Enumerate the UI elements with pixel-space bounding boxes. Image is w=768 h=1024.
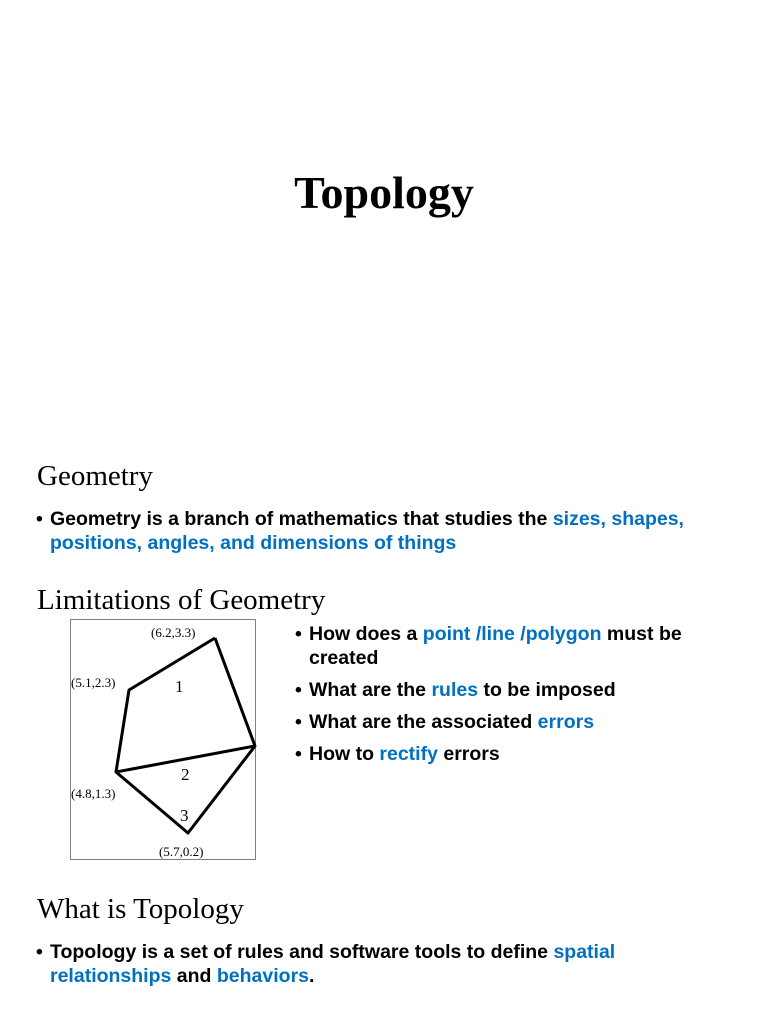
vertex-label: (5.7,0.2): [159, 844, 204, 859]
list-item: [36, 507, 716, 555]
bullet-highlight: spatial relationships: [50, 941, 616, 987]
bullet-text: What are the associated: [309, 711, 538, 733]
bullet-text: .: [309, 965, 315, 987]
polygon-label: 3: [180, 806, 189, 825]
limitations-bullets: [295, 622, 735, 774]
topology-heading: What is Topology: [37, 893, 244, 925]
list-item: [295, 678, 735, 702]
topology-bullets: [36, 940, 736, 988]
geometry-heading: Geometry: [37, 460, 153, 492]
bullet-text: and: [171, 965, 217, 987]
bullet-text: must be created: [309, 623, 682, 669]
vertex-label: (6.2,3.3): [151, 625, 196, 640]
bullet-highlight: errors: [537, 711, 595, 733]
bullet-text: Topology is a set of rules and software tools to define: [50, 941, 554, 963]
bullet-text: errors: [437, 743, 500, 765]
bullet-highlight: point /line /polygon: [422, 623, 602, 645]
polygon-edges: [116, 638, 255, 833]
polygon-label: 1: [175, 677, 184, 696]
bullet-highlight: sizes, shapes, positions, angles, and dimensions of things: [50, 508, 684, 554]
bullet-text: How to: [309, 743, 380, 765]
list-item: [295, 622, 735, 670]
geometry-bullets: [36, 507, 716, 555]
polygon-outline: [116, 638, 255, 833]
polygon-label: 2: [181, 765, 190, 784]
bullet-text: Geometry is a branch of mathematics that studies the: [50, 508, 553, 530]
list-item: [36, 940, 736, 988]
bullet-text: What are the: [309, 679, 432, 701]
bullet-highlight: rectify: [379, 743, 438, 765]
bullet-highlight: rules: [431, 679, 479, 701]
vertex-label: (5.1,2.3): [71, 675, 116, 690]
bullet-text: to be imposed: [478, 679, 616, 701]
list-item: [295, 742, 735, 766]
list-item: [295, 710, 735, 734]
limitations-heading: Limitations of Geometry: [37, 584, 326, 616]
polygon-diagram: [71, 620, 257, 861]
page-title: Topology: [294, 167, 474, 218]
bullet-highlight: behaviors: [216, 965, 310, 987]
bullet-text: How does a: [309, 623, 423, 645]
vertex-label: (4.8,1.3): [71, 786, 116, 801]
polygon-figure: [70, 619, 256, 860]
